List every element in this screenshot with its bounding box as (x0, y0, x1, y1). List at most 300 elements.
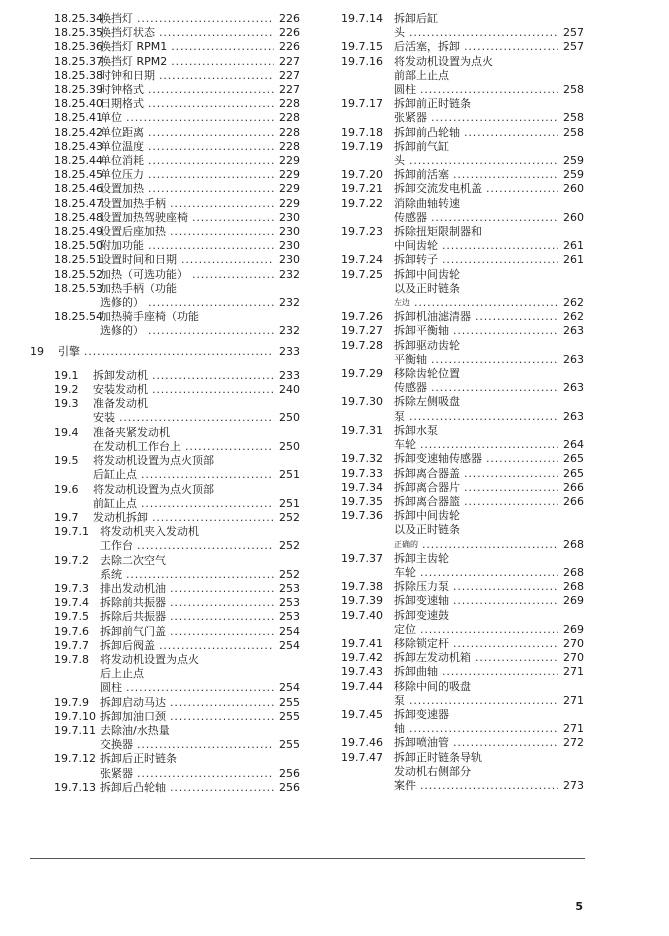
toc-entry-number: 18.25.39 (54, 83, 103, 97)
toc-entry-page[interactable]: 265 (563, 466, 584, 480)
dot-leader (420, 83, 558, 97)
toc-entry-title: 换挡灯 (100, 12, 133, 25)
toc-entry-title: 安装发动机 (93, 383, 148, 397)
toc-entry[interactable] (341, 651, 584, 665)
dot-leader (137, 12, 274, 26)
toc-entry-page[interactable]: 240 (279, 383, 300, 397)
toc-entry-page[interactable]: 266 (563, 494, 584, 508)
dot-leader (192, 211, 274, 225)
toc-entry-number: 19.7.13 (54, 780, 96, 794)
toc-entry-number: 19.7.31 (341, 423, 383, 437)
toc-entry-title: 设置时间和日期 (100, 253, 177, 267)
toc-right-column (341, 12, 584, 793)
toc-entry-page[interactable]: 226 (279, 12, 300, 25)
toc-entry-number: 18.25.37 (54, 54, 103, 68)
toc-entry[interactable] (341, 268, 584, 311)
toc-entry-number: 18.25.45 (54, 168, 103, 182)
toc-entry-page[interactable]: 257 (563, 40, 584, 54)
toc-entry[interactable] (30, 225, 300, 239)
toc-entry[interactable] (341, 339, 584, 367)
toc-entry-page[interactable]: 229 (279, 182, 300, 196)
toc-entry-title: 单位 (100, 111, 122, 125)
toc-entry[interactable] (341, 126, 584, 140)
toc-entry-number: 19.3 (54, 397, 79, 411)
toc-entry-title: 车轮 (394, 438, 416, 452)
toc-entry-title: 拆卸转子 (394, 253, 438, 267)
toc-entry-page[interactable]: 271 (563, 665, 584, 679)
toc-entry-title: 拆卸离合器片 (394, 480, 460, 494)
toc-entry[interactable] (341, 495, 584, 509)
toc-entry[interactable] (30, 111, 300, 125)
toc-entry[interactable] (341, 253, 584, 267)
toc-entry-title: 拆卸变速鼓 (394, 608, 449, 622)
toc-entry-page[interactable]: 229 (279, 168, 300, 182)
toc-entry[interactable] (30, 454, 300, 482)
toc-entry-title: 拆卸加油口颈 (100, 709, 166, 723)
dot-leader (414, 296, 558, 310)
toc-entry[interactable] (30, 197, 300, 211)
toc-entry-page[interactable]: 263 (563, 409, 584, 423)
toc-entry-number: 19.7.14 (341, 12, 383, 25)
dot-leader (152, 369, 274, 383)
dot-leader (148, 182, 274, 196)
dot-leader (420, 566, 558, 580)
toc-entry-page[interactable]: 232 (279, 267, 300, 281)
dot-leader (170, 710, 274, 724)
toc-entry-number: 18.25.53 (54, 281, 103, 295)
toc-entry-page[interactable]: 233 (279, 368, 300, 382)
toc-entry[interactable] (341, 552, 584, 580)
toc-entry-page[interactable]: 253 (279, 610, 300, 624)
toc-entry-title: 去除二次空气 (100, 553, 166, 567)
toc-entry-number: 19.7.23 (341, 225, 383, 239)
dot-leader (148, 140, 274, 154)
toc-entry-page[interactable]: 230 (279, 225, 300, 239)
toc-entry-number: 18.25.41 (54, 111, 103, 125)
toc-entry-page[interactable]: 229 (279, 196, 300, 210)
toc-entry[interactable] (341, 310, 584, 324)
dot-leader (159, 639, 274, 653)
toc-entry-number: 18.25.47 (54, 196, 103, 210)
toc-entry-number: 19.7.8 (54, 652, 89, 666)
toc-entry-number: 19.7.43 (341, 665, 383, 679)
toc-entry[interactable] (30, 582, 300, 596)
dot-leader (464, 495, 558, 509)
dot-leader (442, 239, 558, 253)
toc-entry-page[interactable]: 262 (563, 296, 584, 310)
toc-entry[interactable] (30, 310, 300, 338)
toc-entry-page[interactable]: 260 (563, 182, 584, 196)
toc-entry-page[interactable]: 228 (279, 111, 300, 125)
dot-leader (420, 779, 558, 793)
dot-leader (181, 253, 274, 267)
toc-entry[interactable] (30, 55, 300, 69)
dot-leader (409, 154, 558, 168)
toc-entry[interactable] (341, 225, 584, 253)
toc-entry-page[interactable]: 253 (279, 596, 300, 610)
toc-entry-page[interactable]: 228 (279, 97, 300, 111)
dot-leader (453, 580, 558, 594)
toc-entry[interactable] (30, 168, 300, 182)
dot-leader (171, 40, 274, 54)
toc-entry[interactable] (30, 752, 300, 780)
toc-entry-page[interactable]: 259 (563, 168, 584, 182)
dot-leader (170, 197, 274, 211)
toc-entry-title: 选修的） (100, 324, 144, 338)
toc-entry-number: 19.7.2 (54, 553, 89, 567)
toc-entry-page[interactable]: 268 (563, 537, 584, 551)
toc-entry-title: 拆卸前气门盖 (100, 624, 166, 638)
dot-leader (170, 582, 274, 596)
toc-entry[interactable] (341, 481, 584, 495)
toc-entry-page[interactable]: 226 (279, 26, 300, 40)
toc-entry-page[interactable]: 255 (279, 695, 300, 709)
toc-entry-title: 拆卸变速轴传感器 (394, 452, 482, 466)
toc-entry[interactable] (341, 580, 584, 594)
toc-entry-page[interactable]: 253 (279, 581, 300, 595)
toc-entry-page[interactable]: 259 (563, 154, 584, 168)
toc-entry[interactable] (30, 426, 300, 454)
toc-entry-title: 后缸止点 (93, 468, 137, 482)
toc-entry[interactable] (341, 182, 584, 196)
toc-entry[interactable] (30, 83, 300, 97)
toc-entry-page[interactable]: 263 (563, 352, 584, 366)
toc-entry[interactable] (30, 483, 300, 511)
toc-entry-number: 19.7.37 (341, 551, 383, 565)
toc-entry[interactable] (30, 511, 300, 525)
toc-entry[interactable] (341, 665, 584, 679)
toc-entry[interactable] (30, 525, 300, 553)
toc-entry-title: 准备夹紧发动机 (93, 425, 170, 439)
dot-leader (137, 539, 274, 553)
toc-entry[interactable] (341, 40, 584, 54)
toc-entry-title: 拆卸曲轴 (394, 665, 438, 679)
toc-entry-number: 19.7.35 (341, 494, 383, 508)
dot-leader (148, 154, 274, 168)
toc-entry-number: 19.7.9 (54, 695, 89, 709)
toc-entry-title: 拆卸前正时链条 (394, 97, 471, 111)
toc-entry-page[interactable]: 232 (279, 324, 300, 338)
toc-entry-page[interactable]: 251 (279, 496, 300, 510)
toc-entry-title: 引擎 (58, 344, 80, 358)
toc-entry-number: 19.7.17 (341, 97, 383, 111)
toc-entry-number: 19.7.19 (341, 139, 383, 153)
toc-entry-title: 拆卸后缸 (394, 12, 438, 25)
toc-entry[interactable] (341, 140, 584, 168)
toc-entry-page[interactable]: 233 (279, 344, 300, 358)
toc-entry[interactable] (30, 397, 300, 425)
toc-entry-title: 拆卸左发动机箱 (394, 651, 471, 665)
toc-entry-page[interactable]: 228 (279, 139, 300, 153)
toc-entry[interactable] (341, 12, 584, 40)
dot-leader (464, 126, 558, 140)
toc-entry[interactable] (30, 268, 300, 282)
dot-leader (453, 168, 558, 182)
toc-entry-page[interactable]: 258 (563, 125, 584, 139)
toc-entry-number: 19.7.44 (341, 679, 383, 693)
toc-entry-number: 19.7.28 (341, 338, 383, 352)
toc-entry-page[interactable]: 262 (563, 310, 584, 324)
toc-entry-title: 张紧器 (394, 111, 427, 125)
dot-leader (119, 411, 274, 425)
toc-entry-page[interactable]: 273 (563, 778, 584, 792)
toc-entry-page[interactable]: 271 (563, 722, 584, 736)
toc-entry[interactable] (30, 369, 300, 383)
toc-entry-page[interactable]: 256 (279, 780, 300, 794)
dot-leader (453, 594, 558, 608)
toc-entry[interactable] (341, 452, 584, 466)
toc-entry-number: 19.7.47 (341, 750, 383, 764)
toc-entry[interactable] (341, 736, 584, 750)
toc-entry[interactable] (30, 596, 300, 610)
dot-leader (409, 26, 558, 40)
dot-leader (486, 452, 558, 466)
toc-entry-title: 拆卸中间齿轮 (394, 267, 460, 281)
toc-entry-title: 左边 (394, 298, 410, 308)
toc-entry[interactable] (30, 710, 300, 724)
toc-entry[interactable] (341, 708, 584, 736)
toc-entry[interactable] (30, 126, 300, 140)
toc-entry-number: 19.7.12 (54, 752, 96, 766)
toc-entry-page[interactable]: 230 (279, 239, 300, 253)
toc-entry[interactable] (30, 140, 300, 154)
toc-entry[interactable] (341, 680, 584, 708)
toc-entry-number: 19.7.41 (341, 636, 383, 650)
toc-entry-title: 拆卸变速器 (394, 707, 449, 721)
toc-entry-title: 张紧器 (100, 766, 133, 780)
toc-entry[interactable] (30, 345, 300, 359)
toc-entry-page[interactable]: 227 (279, 83, 300, 97)
toc-entry-title: 发动机拆卸 (93, 510, 148, 524)
toc-entry[interactable] (341, 467, 584, 481)
toc-entry[interactable] (30, 639, 300, 653)
toc-entry-title: 拆卸后正时链条 (100, 752, 177, 766)
toc-entry-page[interactable]: 268 (563, 580, 584, 594)
toc-entry[interactable] (30, 282, 300, 310)
toc-entry-number: 19.7.6 (54, 624, 89, 638)
toc-entry[interactable] (30, 12, 300, 26)
toc-entry-number: 18.25.46 (54, 182, 103, 196)
dot-leader (192, 268, 274, 282)
toc-entry[interactable] (341, 55, 584, 98)
dot-leader (84, 345, 274, 359)
dot-leader (170, 610, 274, 624)
toc-entry[interactable] (30, 69, 300, 83)
toc-entry-title: 加热手柄（功能 (100, 281, 177, 295)
toc-entry[interactable] (341, 168, 584, 182)
toc-entry-number: 19.6 (54, 482, 79, 496)
toc-entry[interactable] (341, 97, 584, 125)
toc-entry[interactable] (30, 40, 300, 54)
toc-entry-page[interactable]: 257 (563, 26, 584, 40)
toc-entry-page[interactable]: 263 (563, 324, 584, 338)
toc-entry[interactable] (30, 610, 300, 624)
dot-leader (148, 239, 274, 253)
toc-entry[interactable] (341, 367, 584, 395)
dot-leader (141, 468, 274, 482)
toc-entry-title: 拆卸主齿轮 (394, 551, 449, 565)
toc-entry-page[interactable]: 269 (563, 594, 584, 608)
toc-entry-title: 交换器 (100, 738, 133, 752)
toc-entry-number: 19.7.39 (341, 594, 383, 608)
toc-entry-page[interactable]: 252 (279, 567, 300, 581)
toc-entry-page[interactable]: 230 (279, 253, 300, 267)
toc-entry-page[interactable]: 261 (563, 239, 584, 253)
dot-leader (159, 26, 274, 40)
toc-entry-title: 中间齿轮 (394, 239, 438, 253)
toc-entry-title: 后上止点 (100, 667, 144, 681)
dot-leader (170, 625, 274, 639)
toc-entry[interactable] (341, 324, 584, 338)
dot-leader (431, 211, 558, 225)
toc-entry-number: 19.7.38 (341, 580, 383, 594)
toc-entry-page[interactable]: 229 (279, 154, 300, 168)
toc-entry-title: 设置加热 (100, 182, 144, 196)
toc-entry-title: 拆卸中间齿轮 (394, 509, 460, 523)
toc-entry-number: 19.7.18 (341, 125, 383, 139)
toc-entry-page[interactable]: 255 (279, 709, 300, 723)
toc-entry-number: 19.7.5 (54, 610, 89, 624)
toc-entry-number: 18.25.44 (54, 154, 103, 168)
toc-entry-page[interactable]: 254 (279, 638, 300, 652)
dot-leader (442, 665, 558, 679)
toc-entry-title: 泵 (394, 409, 405, 423)
toc-entry[interactable] (341, 424, 584, 452)
toc-entry-page[interactable]: 254 (279, 624, 300, 638)
toc-entry-page[interactable]: 265 (563, 452, 584, 466)
toc-entry-page[interactable]: 260 (563, 210, 584, 224)
toc-entry-page[interactable]: 252 (279, 539, 300, 553)
toc-entry-page[interactable]: 268 (563, 565, 584, 579)
toc-entry-title: 拆卸平衡轴 (394, 324, 449, 338)
toc-entry-title: 单位距离 (100, 125, 144, 139)
toc-entry-page[interactable]: 258 (563, 83, 584, 97)
toc-entry-page[interactable]: 250 (279, 411, 300, 425)
dot-leader (126, 111, 274, 125)
toc-entry[interactable] (30, 253, 300, 267)
toc-entry-page[interactable]: 272 (563, 736, 584, 750)
toc-entry[interactable] (341, 395, 584, 423)
toc-entry-title: 圆柱 (394, 83, 416, 97)
toc-entry-title: 设置加热手柄 (100, 196, 166, 210)
toc-entry-title: 以及正时链条 (394, 281, 460, 295)
toc-entry[interactable] (30, 653, 300, 696)
toc-entry-number: 19.7.45 (341, 707, 383, 721)
toc-entry-page[interactable]: 254 (279, 681, 300, 695)
toc-entry-page[interactable]: 263 (563, 381, 584, 395)
toc-entry-title: 以及正时链条 (394, 523, 460, 537)
toc-entry[interactable] (30, 625, 300, 639)
toc-entry-page[interactable]: 271 (563, 693, 584, 707)
toc-entry[interactable] (30, 724, 300, 752)
dot-leader (171, 55, 274, 69)
toc-entry-title: 拆卸启动马达 (100, 695, 166, 709)
toc-entry-page[interactable]: 256 (279, 766, 300, 780)
toc-entry[interactable] (30, 383, 300, 397)
toc-entry[interactable] (30, 781, 300, 795)
toc-entry[interactable] (30, 211, 300, 225)
toc-entry-number: 19.7.21 (341, 182, 383, 196)
toc-entry-number: 18.25.35 (54, 26, 103, 40)
toc-entry-page[interactable]: 226 (279, 40, 300, 54)
toc-entry-title: 头 (394, 26, 405, 40)
toc-entry-page[interactable]: 270 (563, 636, 584, 650)
toc-entry[interactable] (341, 609, 584, 637)
toc-entry-title: 在发动机工作台上 (93, 439, 181, 453)
toc-entry[interactable] (341, 594, 584, 608)
toc-entry-number: 19.7.25 (341, 267, 383, 281)
toc-entry-page[interactable]: 230 (279, 210, 300, 224)
dot-leader (464, 40, 558, 54)
toc-entry[interactable] (30, 154, 300, 168)
toc-entry-page[interactable]: 264 (563, 438, 584, 452)
toc-entry[interactable] (30, 182, 300, 196)
toc-entry-number: 18.25.49 (54, 225, 103, 239)
dot-leader (170, 696, 274, 710)
toc-entry[interactable] (30, 554, 300, 582)
dot-leader (453, 324, 558, 338)
dot-leader (431, 353, 558, 367)
toc-entry-title: 拆除左侧吸盘 (394, 395, 460, 409)
toc-entry-number: 19.7.20 (341, 168, 383, 182)
toc-entry[interactable] (341, 751, 584, 794)
toc-entry-title: 设置加热驾驶座椅 (100, 210, 188, 224)
toc-entry-number: 18.25.51 (54, 253, 103, 267)
toc-entry-number: 18.25.54 (54, 310, 103, 324)
toc-entry-page[interactable]: 255 (279, 738, 300, 752)
toc-entry-page[interactable]: 252 (279, 510, 300, 524)
dot-leader (464, 467, 558, 481)
dot-leader (420, 623, 558, 637)
toc-entry-page[interactable]: 228 (279, 125, 300, 139)
toc-entry[interactable] (341, 197, 584, 225)
toc-entry-number: 19.7.27 (341, 324, 383, 338)
toc-entry-number: 19.4 (54, 425, 79, 439)
toc-entry-number: 19.7.42 (341, 651, 383, 665)
toc-entry-page[interactable]: 258 (563, 111, 584, 125)
toc-entry-number: 19.7.24 (341, 253, 383, 267)
toc-entry[interactable] (30, 239, 300, 253)
toc-entry[interactable] (30, 97, 300, 111)
toc-entry[interactable] (341, 637, 584, 651)
toc-entry-page[interactable]: 227 (279, 68, 300, 82)
toc-entry-title: 换挡灯状态 (100, 26, 155, 40)
dot-leader (159, 69, 274, 83)
toc-entry-title: 拆卸离合器篮 (394, 494, 460, 508)
toc-entry-title: 准备发动机 (93, 397, 148, 411)
toc-entry-number: 19.2 (54, 383, 79, 397)
toc-entry-page[interactable]: 270 (563, 651, 584, 665)
toc-entry[interactable] (30, 26, 300, 40)
toc-entry-page[interactable]: 232 (279, 296, 300, 310)
toc-entry-page[interactable]: 269 (563, 622, 584, 636)
toc-entry-title: 单位温度 (100, 139, 144, 153)
toc-entry-page[interactable]: 227 (279, 54, 300, 68)
toc-entry-page[interactable]: 261 (563, 253, 584, 267)
toc-entry-page[interactable]: 266 (563, 480, 584, 494)
dot-leader (148, 324, 274, 338)
dot-leader (170, 781, 274, 795)
toc-entry[interactable] (341, 509, 584, 552)
toc-entry-number: 19.7.15 (341, 40, 383, 54)
toc-entry-page[interactable]: 251 (279, 468, 300, 482)
toc-entry[interactable] (30, 696, 300, 710)
dot-leader (170, 596, 274, 610)
toc-entry-title: 案件 (394, 778, 416, 792)
toc-entry-title: 将发动机设置为点火 (394, 54, 493, 68)
toc-entry-page[interactable]: 250 (279, 439, 300, 453)
toc-entry-number: 19.7.16 (341, 54, 383, 68)
